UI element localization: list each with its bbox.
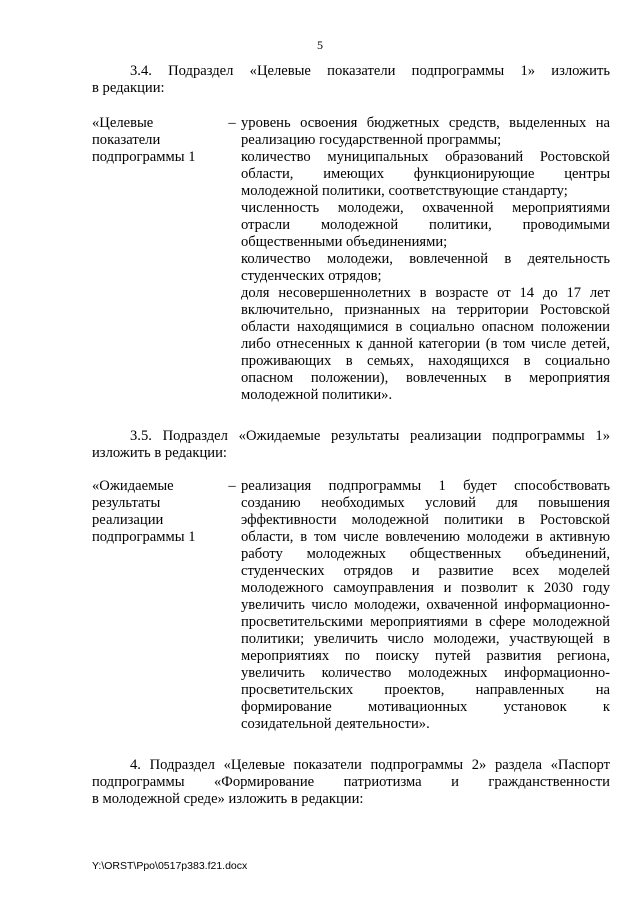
item-line: работу молодежных общественных объединений,: [241, 546, 610, 562]
item-line: просветительскими мероприятиями в сфере молодежной: [241, 614, 610, 630]
item-line: студенческих отрядов и развитие всех моделей: [241, 563, 610, 579]
item-line: количество муниципальных образований Ростовской: [241, 149, 610, 165]
dash-separator: –: [228, 115, 236, 131]
item-line: молодежной политики».: [241, 387, 393, 403]
item-line: уровень освоения бюджетных средств, выделенных на: [241, 115, 610, 131]
list-item: [241, 200, 610, 251]
item-line: мероприятиях по поиску путей развития региона,: [241, 648, 610, 664]
intro-line: 3.5. Подраздел «Ожидаемые результаты реализации подпрограммы 1»: [130, 428, 610, 444]
item-line: эффективности молодежной политики в Ростовской: [241, 512, 610, 528]
item-line: увеличить число молодежи, охваченной информационно-: [241, 597, 610, 613]
indicator-list: [241, 115, 610, 404]
item-line: просветительских проектов, направленных на: [241, 682, 610, 698]
item-line: формирование мотивационных установок к: [241, 699, 610, 715]
item-line: студенческих отрядов;: [241, 268, 382, 284]
intro-line: 3.4. Подраздел «Целевые показатели подпрограммы 1» изложить: [130, 63, 610, 79]
item-line: политики; увеличить число молодежи, участвующей в: [241, 631, 610, 647]
label-line: подпрограммы 1: [92, 529, 196, 545]
dash-separator: –: [228, 478, 236, 494]
item-line: общественными объединениями;: [241, 234, 448, 250]
section-3-5-table: [92, 478, 610, 738]
list-item: [241, 115, 610, 149]
item-line: области, имеющих функционирующие центры: [241, 166, 610, 182]
list-item: [241, 478, 610, 733]
item-line: области находящимися в социально опасном положении: [241, 319, 610, 335]
intro-line: изложить в редакции:: [92, 445, 227, 461]
intro-line: подпрограммы «Формирование патриотизма и гражданственности: [92, 774, 610, 790]
item-line: реализация подпрограммы 1 будет способствовать: [241, 478, 610, 494]
section-4-intro: [92, 757, 610, 808]
file-path-footer: Y:\ORST\Ppo\0517p383.f21.docx: [92, 860, 248, 872]
section-3-4-intro: [92, 63, 610, 97]
item-line: количество молодежи, вовлеченной в деятельность: [241, 251, 610, 267]
list-item: [241, 251, 610, 285]
intro-line: 4. Подраздел «Целевые показатели подпрограммы 2» раздела «Паспорт: [130, 757, 610, 773]
list-item: [241, 149, 610, 200]
list-item: [241, 285, 610, 404]
item-line: молодежной политики, соответствующие стандарту;: [241, 183, 568, 199]
table-label: [92, 478, 222, 546]
item-line: численность молодежи, охваченной мероприятиями: [241, 200, 610, 216]
page-number: 5: [317, 38, 323, 52]
item-line: реализацию государственной программы;: [241, 132, 502, 148]
item-line: области, в том числе вовлечению молодежи в активную: [241, 529, 610, 545]
item-line: проживающих в семьях, находящихся в социально: [241, 353, 610, 369]
item-line: молодежного самоуправления и позволит к 2030 году: [241, 580, 610, 596]
item-line: доля несовершеннолетних в возрасте от 14 до 17 лет: [241, 285, 610, 301]
item-line: созданию необходимых условий для повышения: [241, 495, 610, 511]
results-list: [241, 478, 610, 733]
section-3-4-table: [92, 115, 610, 405]
label-line: результаты: [92, 495, 161, 511]
intro-line: в молодежной среде» изложить в редакции:: [92, 791, 364, 807]
item-line: опасном положении), вовлеченных в мероприятия: [241, 370, 610, 386]
item-line: увеличить количество молодежных информационно-: [241, 665, 610, 681]
intro-line: в редакции:: [92, 80, 165, 96]
section-3-5-intro: [92, 428, 610, 462]
item-line: созидательной деятельности».: [241, 716, 430, 732]
item-line: отрасли молодежной политики, проводимыми: [241, 217, 610, 233]
label-line: реализации: [92, 512, 164, 528]
label-line: «Целевые: [92, 115, 154, 131]
item-line: либо отнесенных к данной категории (в том числе детей,: [241, 336, 610, 352]
item-line: включительно, признанных на территории Ростовской: [241, 302, 610, 318]
table-label: [92, 115, 222, 166]
label-line: «Ожидаемые: [92, 478, 174, 494]
label-line: показатели: [92, 132, 161, 148]
label-line: подпрограммы 1: [92, 149, 196, 165]
